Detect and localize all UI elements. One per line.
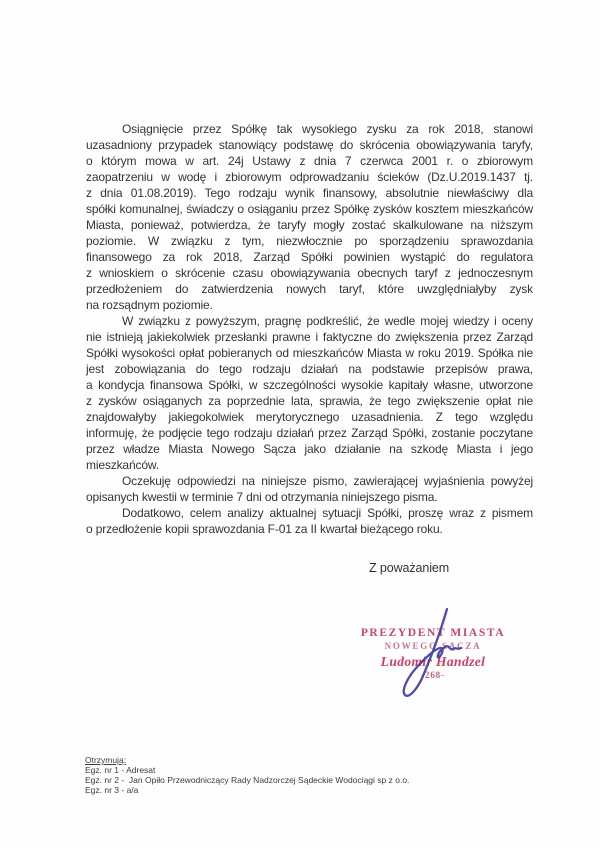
body-line: informuję, że podjęcie tego rodzaju działań przez Zarząd Spółki, zostanie poczytane (86, 426, 533, 440)
body-line: zaopatrzeniu w wodę i zbiorowym odprowadzaniu ścieków (Dz.U.2019.1437 tj. (86, 170, 533, 184)
stamp-signatory-name: Ludomir Handzel (380, 654, 486, 669)
body-line: mieszkańców. (86, 458, 159, 472)
body-line: z dnia 01.08.2019). Tego rodzaju wynik finansowy, absolutnie niewłaściwy dla (86, 186, 533, 200)
paragraph (86, 313, 533, 473)
distribution-list (85, 755, 409, 795)
distribution-lines (85, 765, 409, 795)
stamp-number: -268- (421, 670, 445, 680)
footer-line: Egz. nr 2 - Jan Opiło Przewodniczący Rady Nadzorczej Sądeckie Wodociągi sp z o.o. (85, 775, 410, 785)
footer-line: Egz. nr 3 - a/a (85, 785, 139, 795)
body-line: Oczekuję odpowiedzi na niniejsze pismo, zawierającej wyjaśnienia powyżej (122, 474, 533, 488)
closing-salutation: Z poważaniem (369, 561, 450, 575)
body-line: poziomie. W związku z tym, niezwłocznie po sporządzeniu sprawozdania (86, 234, 533, 248)
body-line: o którym mowa w art. 24j Ustawy z dnia 7 czerwca 2001 r. o zbiorowym (86, 154, 533, 168)
body-line: przedłożeniem do zatwierdzenia nowych taryf, które uwzględniałyby zysk (86, 282, 533, 296)
paragraph (86, 121, 533, 313)
body-line: spółki komunalnej, świadczy o osiąganiu przez Spółkę zysków kosztem mieszkańców (86, 202, 533, 216)
body-line: na rozsądnym poziomie. (86, 298, 213, 312)
body-line: a kondycja finansowa Spółki, w szczególności wysokie kapitały własne, utworzone (86, 378, 533, 392)
paragraph (86, 505, 533, 537)
body-line: Spółki wysokości opłat pobieranych od mieszkańców Miasta w roku 2019. Spółka nie (86, 346, 533, 360)
body-line: Osiągnięcie przez Spółkę tak wysokiego zysku za rok 2018, stanowi (122, 122, 533, 136)
body-line: opisanych kwestii w terminie 7 dni od otrzymania niniejszego pisma. (86, 490, 438, 504)
letter-body (86, 121, 533, 537)
footer-line: Egz. nr 1 - Adresat (85, 765, 156, 775)
body-line: o przedłożenie kopii sprawozdania F-01 za II kwartał bieżącego roku. (86, 522, 443, 536)
body-line: znajdowałyby jakiegokolwiek merytorycznego uzasadnienia. Z tego względu (86, 410, 533, 424)
body-line: przez władze Miasta Nowego Sącza jako działanie na szkodę Miasta i jego (86, 442, 533, 456)
body-line: W związku z powyższym, pragnę podkreślić, że wedle mojej wiedzy i oceny (122, 314, 533, 328)
body-line: Miasta, ponieważ, potwierdza, że taryfy mogły zostać skalkulowane na niższym (86, 218, 533, 232)
body-line: uzasadniony przypadek stanowiący podstawę do skrócenia obowiązywania taryfy, (86, 138, 533, 152)
body-line: z zysków osiąganych za poprzednie lata, sprawia, że tego zwiększenie opłat nie (86, 394, 533, 408)
paragraph (86, 473, 533, 505)
body-line: Dodatkowo, celem analizy aktualnej sytuacji Spółki, proszę wraz z pismem (122, 506, 533, 520)
official-stamp (352, 627, 514, 680)
body-line: jest zobowiązania do tego rodzaju działań na podstawie przepisów prawa, (86, 362, 533, 376)
body-line: z wnioskiem o skrócenie czasu obowiązywania obecnych taryf z jednoczesnym (86, 266, 533, 280)
stamp-title: PREZYDENT MIASTA (360, 627, 506, 639)
body-line: nie istnieją jakiekolwiek przesłanki prawne i faktyczne do zwiększenia przez Zarząd (86, 330, 533, 344)
body-line: finansowego za rok 2018, Zarząd Spółki powinien wystąpić do regulatora (86, 250, 533, 264)
distribution-heading: Otrzymują: (85, 755, 127, 765)
stamp-subtitle: NOWEGO SĄCZA (384, 641, 482, 651)
